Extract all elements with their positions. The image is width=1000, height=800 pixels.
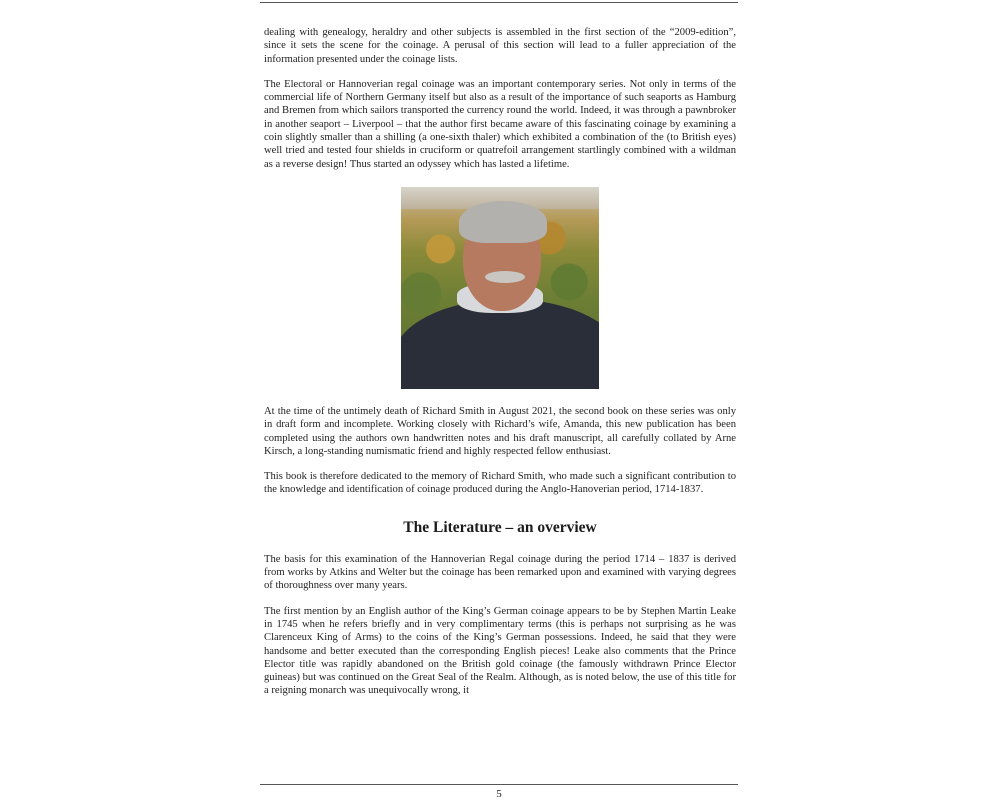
paragraph: The Electoral or Hannoverian regal coinage was an important contemporary series. Not only in terms of the commercial life of Northern Germany itself but also as a result of the importance of such seaports as Hamburg and Bremen from which sailors transported the currency round the world. Indeed, it was through a pawnbroker in another seaport – Liverpool – that the author first became aware of this fascinating coinage by examining a coin slightly smaller than a shilling (a one-sixth thaler) which exhibited a combination of the (to British eyes) well tried and tested four shields in cruciform or quatrefoil arrangement startlingly combined with a wildman as a reverse design! Thus started an odyssey which has lasted a lifetime. xyxy=(264,78,736,170)
paragraph: The first mention by an English author of the King’s German coinage appears to be by Stephen Martin Leake in 1745 when he refers briefly and in very complimentary terms (this is perhaps not surprising as he was Clarenceux King of Arms) to the coins of the King’s German possessions. Indeed, he said that they were handsome and better executed than the corresponding English pieces! Leake also comments that the Prince Elector title was rapidly abandoned on the British gold coinage (the famously withdrawn Prince Elector guineas) but was continued on the Great Seal of the Realm. Although, as is noted below, the use of this title for a reigning monarch was unequivocally wrong, it xyxy=(264,605,736,697)
portrait-photo xyxy=(401,187,599,389)
page-number: 5 xyxy=(496,788,502,800)
top-rule xyxy=(260,2,738,3)
paragraph: The basis for this examination of the Hannoverian Regal coinage during the period 1714 – 1837 is derived from works by Atkins and Welter but the coinage has been remarked upon and examined with varying degrees of thoroughness over many years. xyxy=(264,553,736,592)
paragraph: dealing with genealogy, heraldry and other subjects is assembled in the first section of the “2009-edition”, since it sets the scene for the coinage. A perusal of this section will lead to a fuller appreciation of the information presented under the coinage lists. xyxy=(264,27,736,65)
paragraph: At the time of the untimely death of Richard Smith in August 2021, the second book on these series was only in draft form and incomplete. Working closely with Richard’s wife, Amanda, this new publication has been completed using the authors own handwritten notes and his draft manuscript, all carefully collated by Arne Kirsch, a long-standing numismatic friend and highly respected fellow enthusiast. xyxy=(264,405,736,457)
bottom-rule xyxy=(260,784,738,785)
paragraph: This book is therefore dedicated to the memory of Richard Smith, who made such a significant contribution to the knowledge and identification of coinage produced during the Anglo-Hanoverian period, 1714-1837. xyxy=(264,471,736,496)
page-content xyxy=(264,26,736,710)
section-heading: The Literature – an overview xyxy=(403,518,597,536)
